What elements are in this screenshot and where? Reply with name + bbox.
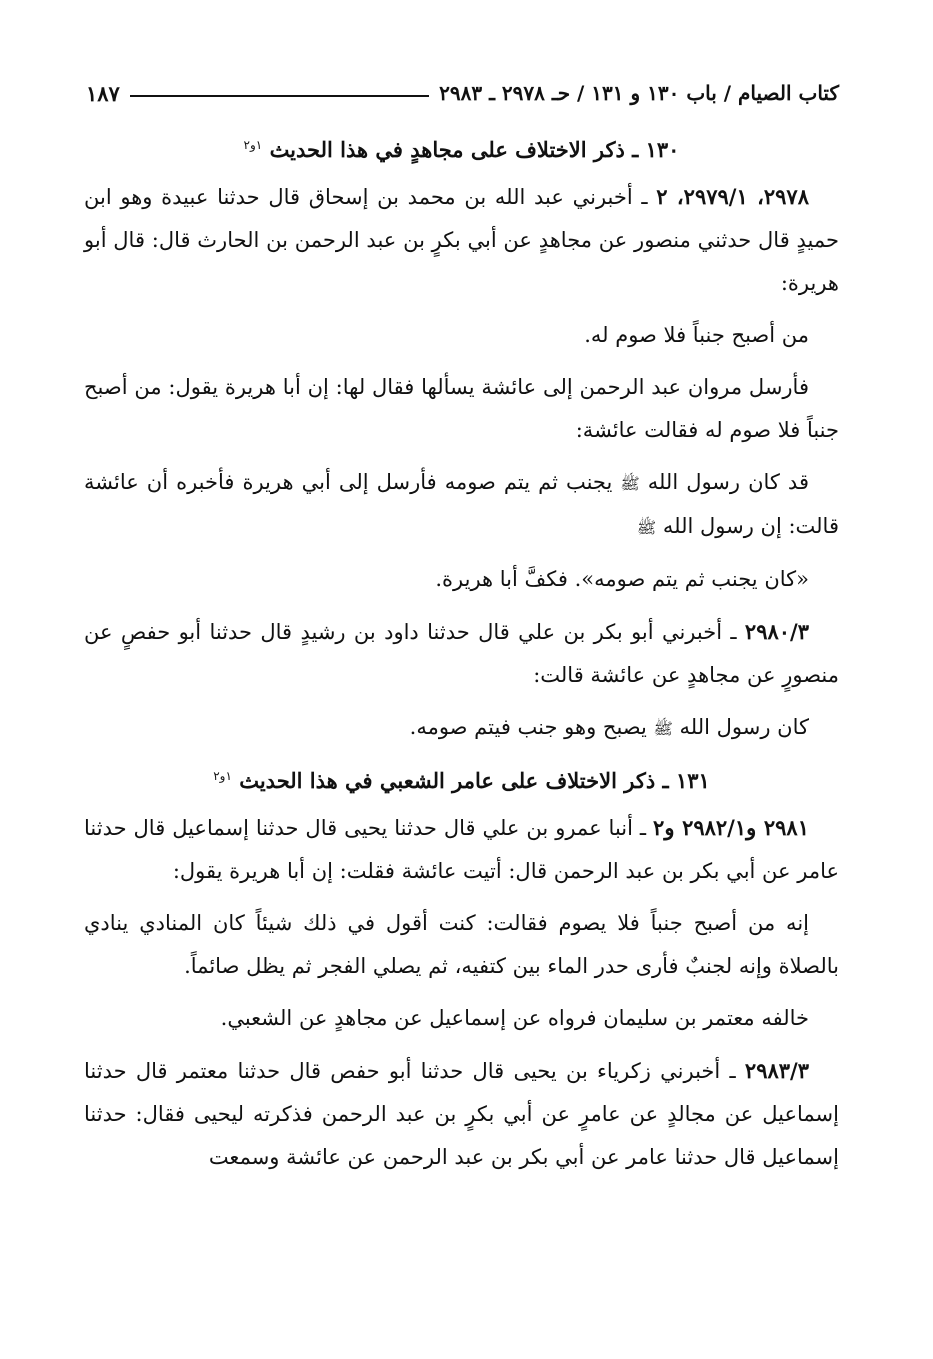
- narration-text: يجنب ثم يتم صومه فأرسل إلى أبي هريرة فأخبره أن عائشة قالت: إن رسول الله: [84, 470, 839, 538]
- hadith-matn: إنه من أصبح جنباً فلا يصوم فقالت: كنت أقول في ذلك شيئاً كان المنادي ينادي بالصلاة وإنه لجنبٌ فأرى حدر الماء بين كتفيه، ثم يصلي الفجر ثم يظل صائماً.: [84, 911, 839, 978]
- hadith-2981: [84, 806, 839, 893]
- header-rule: [130, 95, 429, 97]
- narration-paragraph: «كان يجنب ثم يتم صومه». فكفَّ أبا هريرة.: [435, 567, 809, 591]
- chapter-heading-130: [84, 128, 839, 167]
- hadith-2978: [84, 175, 839, 305]
- running-header: [86, 76, 839, 110]
- hadith-number: ٢٩٨٠/٣: [744, 619, 809, 644]
- chapter-heading-131: [84, 759, 839, 798]
- salawat-glyph: ﷺ: [653, 719, 673, 738]
- hadith-number: ٢٩٧٨، ٢٩٧٩/١، ٢: [656, 184, 809, 209]
- narration-paragraph: [84, 461, 839, 549]
- salawat-glyph: ﷺ: [620, 474, 640, 493]
- narration-paragraph: خالفه معتمر بن سليمان فرواه عن إسماعيل عن مجاهدٍ عن الشعبي.: [220, 1006, 809, 1030]
- hadith-2983: [84, 1049, 839, 1179]
- header-title: كتاب الصيام / باب ١٣٠ و ١٣١ / حـ ٢٩٧٨ ـ ٢٩٨٣: [439, 81, 839, 105]
- footnote-marker: ١و٢: [243, 138, 263, 152]
- hadith-isnad: ـ أخبرني عبد الله بن محمد بن إسحاق قال حدثنا عبيدة وهو ابن حميدٍ قال حدثني منصور عن مجاهدٍ عن أبي بكرٍ بن عبد الرحمن بن الحارث قال: قال أبو هريرة:: [84, 185, 839, 295]
- hadith-isnad: ـ أنبا عمرو بن علي قال حدثنا يحيى قال حدثنا إسماعيل قال حدثنا عامر عن أبي بكر بن عبد الرحمن قال: أتيت عائشة فقلت: إن أبا هريرة يقول:: [84, 816, 839, 883]
- hadith-2980: [84, 610, 839, 697]
- chapter-heading-text: ١٣١ ـ ذكر الاختلاف على عامر الشعبي في هذا الحديث: [239, 768, 710, 793]
- chapter-heading-text: ١٣٠ ـ ذكر الاختلاف على مجاهدٍ في هذا الحديث: [269, 137, 680, 162]
- hadith-matn: من أصبح جنباً فلا صوم له.: [584, 323, 809, 347]
- hadith-matn: [84, 706, 839, 750]
- page-body: [84, 128, 839, 1188]
- narration-paragraph: فأرسل مروان عبد الرحمن إلى عائشة يسألها فقال لها: إن أبا هريرة يقول: من أصبح جنباً فلا صوم له فقالت عائشة:: [84, 375, 839, 442]
- page-number: ١٨٧: [86, 80, 120, 106]
- narration-text: كان رسول الله: [672, 715, 809, 739]
- hadith-isnad: ـ أخبرني أبو بكر بن علي قال حدثنا داود بن رشيدٍ قال حدثنا أبو حفصٍ عن منصورٍ عن مجاهدٍ عن عائشة قالت:: [84, 620, 839, 687]
- hadith-number: ٢٩٨١ و٢٩٨٢/١ و٢: [653, 815, 809, 840]
- narration-text: قد كان رسول الله: [639, 470, 809, 494]
- hadith-isnad: ـ أخبرني زكرياء بن يحيى قال حدثنا أبو حفص قال حدثنا معتمر قال حدثنا إسماعيل عن مجالدٍ عن عامرٍ عن أبي بكرٍ بن عبد الرحمن فذكرته ليحيى فقال: حدثنا إسماعيل قال حدثنا عامر عن أبي بكر بن عبد الرحمن عن عائشة وسمعت: [84, 1059, 839, 1169]
- hadith-number: ٢٩٨٣/٣: [744, 1058, 809, 1083]
- salawat-glyph: ﷺ: [636, 518, 657, 537]
- narration-text: يصبح وهو جنب فيتم صومه.: [409, 715, 654, 739]
- footnote-marker: ١و٢: [213, 769, 232, 783]
